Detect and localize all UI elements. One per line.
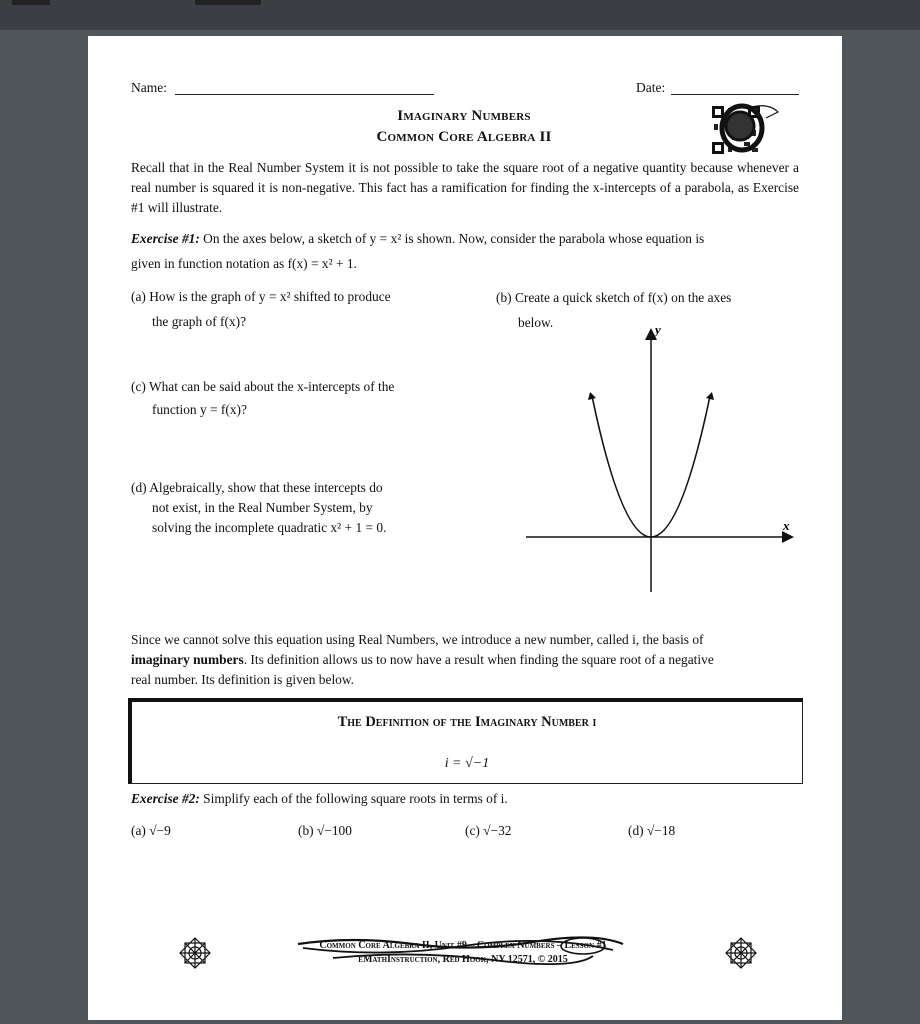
exercise1-part-a: (a) How is the graph of y = x² shifted to produce [131,289,391,304]
definition-box [128,698,803,784]
exercise1-part-d-cont: not exist, in the Real Number System, by [152,500,373,515]
worksheet-subtitle: Common Core Algebra II [376,129,552,145]
name-blank-line [175,94,434,95]
footer-line2: eMathInstruction, Red Hook, NY 12571, © 2015 [358,954,568,965]
toolbar-tab[interactable] [12,0,50,5]
curve-arrow-right [706,392,714,400]
exercise1-part-b-cont: below. [518,315,554,330]
exercise1-label: Exercise #1: [131,231,200,246]
bridge-line2 [131,650,799,670]
exercise2-item-b: (b) √−100 [298,823,352,838]
date-blank-line [671,94,799,95]
parabola-graph [518,324,808,604]
date-label: Date: [636,80,666,95]
exercise1-part-b: (b) Create a quick sketch of f(x) on the axes [496,290,732,305]
y-axis-label: y [655,324,661,337]
intro-paragraph: Recall that in the Real Number System it is not possible to take the square root of a negative quantity because whenever a real number is squared it is non-negative. This fact has a ramification for finding the x-intercepts of a parabola, as Exercise #1 will illustrate. [131,160,799,215]
definition-formula: i = √−1 [444,756,490,771]
footer-line1: Common Core Algebra II, Unit #9 – Complex Numbers – Lesson #1 [319,940,607,951]
exercise2-text: Simplify each of the following square roots in terms of i. [203,791,508,806]
worksheet-title: Imaginary Numbers [397,108,531,124]
qr-code-icon [708,102,780,160]
exercise1-text-b: given in function notation as f(x) = x² + 1. [131,256,357,271]
exercise1-part-d-cont2: solving the incomplete quadratic x² + 1 = 0. [152,520,387,535]
exercise1-part-d: (d) Algebraically, show that these intercepts do [131,480,383,495]
document-page [88,36,842,1020]
bridge-line1: Since we cannot solve this equation using Real Numbers, we introduce a new number, called i, the basis of [131,632,704,647]
bridge-line2-rest: . Its definition allows us to now have a result when finding the square root of a negative [243,652,714,667]
exercise1-text-a: On the axes below, a sketch of y = x² is shown. Now, consider the parabola whose equation is [203,231,705,246]
viewer-toolbar [0,0,920,30]
exercise2-item-c: (c) √−32 [465,823,512,838]
exercise2-item-d: (d) √−18 [628,823,676,838]
exercise1-prompt [131,229,799,249]
toolbar-tab[interactable] [195,0,261,5]
exercise1-part-a-cont: the graph of f(x)? [152,314,247,329]
footer-scribble [293,932,633,968]
bridge-line3: real number. Its definition is given below. [131,672,355,687]
footer-logo-right-icon [724,936,758,970]
footer-logo-left-icon [178,936,212,970]
imaginary-numbers-term: imaginary numbers [131,652,244,667]
exercise2-label: Exercise #2: [131,791,200,806]
exercise2-item-a: (a) √−9 [131,823,171,838]
exercise1-part-c-cont: function y = f(x)? [152,402,247,417]
x-axis-label: x [783,518,790,533]
exercise1-part-c: (c) What can be said about the x-intercepts of the [131,379,395,394]
exercise2-prompt [131,789,799,809]
definition-title: The Definition of the Imaginary Number i [337,714,597,730]
curve-arrow-left [588,392,596,400]
name-label: Name: [131,80,167,95]
